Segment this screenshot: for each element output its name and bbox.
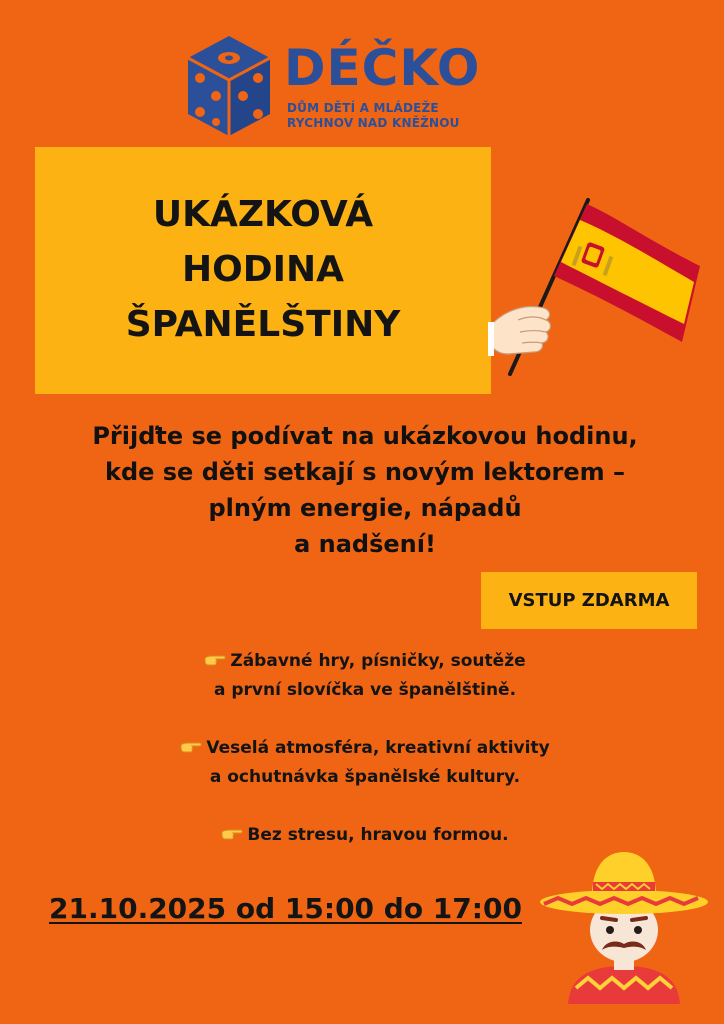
pointing-hand-icon	[221, 827, 243, 841]
intro-text	[20, 418, 710, 562]
title-line-1: UKÁZKOVÁ	[152, 194, 374, 235]
dice-icon	[186, 34, 272, 138]
title-line-2: HODINA	[182, 249, 344, 290]
logo-subtitle-line-2: RYCHNOV NAD KNĚŽNOU	[287, 116, 460, 130]
bullet-line: Veselá atmosféra, kreativní aktivity	[206, 738, 550, 758]
bullet-line: Zábavné hry, písničky, soutěže	[230, 651, 526, 671]
bullet-line: a ochutnávka španělské kultury.	[209, 767, 521, 787]
bullet-line: a první slovíčka ve španělštině.	[213, 680, 517, 700]
mariachi-character-icon	[536, 846, 712, 1004]
intro-line-2: kde se děti setkají s novým lektorem –	[105, 458, 625, 486]
intro-line-1: Přijďte se podívat na ukázkovou hodinu,	[92, 422, 638, 450]
logo-subtitle-line-1: DŮM DĚTÍ A MLÁDEŽE	[287, 101, 439, 115]
intro-line-4: a nadšení!	[294, 530, 436, 558]
title-box	[35, 147, 491, 394]
pointing-hand-icon	[180, 740, 202, 754]
spanish-flag-icon	[488, 196, 710, 378]
event-date: 21.10.2025 od 15:00 do 17:00	[49, 892, 522, 925]
bullet-line: Bez stresu, hravou formou.	[247, 825, 509, 845]
intro-line-3: plným energie, nápadů	[208, 494, 522, 522]
pointing-hand-icon	[204, 653, 226, 667]
title-line-3: ŠPANĚLŠTINY	[125, 304, 401, 345]
logo-name: DÉČKO	[284, 39, 481, 97]
logo-subtitle	[287, 101, 460, 131]
event-title	[35, 187, 491, 352]
bullet-item	[90, 734, 640, 792]
bullet-item	[90, 647, 640, 705]
free-entry-badge: VSTUP ZDARMA	[481, 572, 697, 629]
